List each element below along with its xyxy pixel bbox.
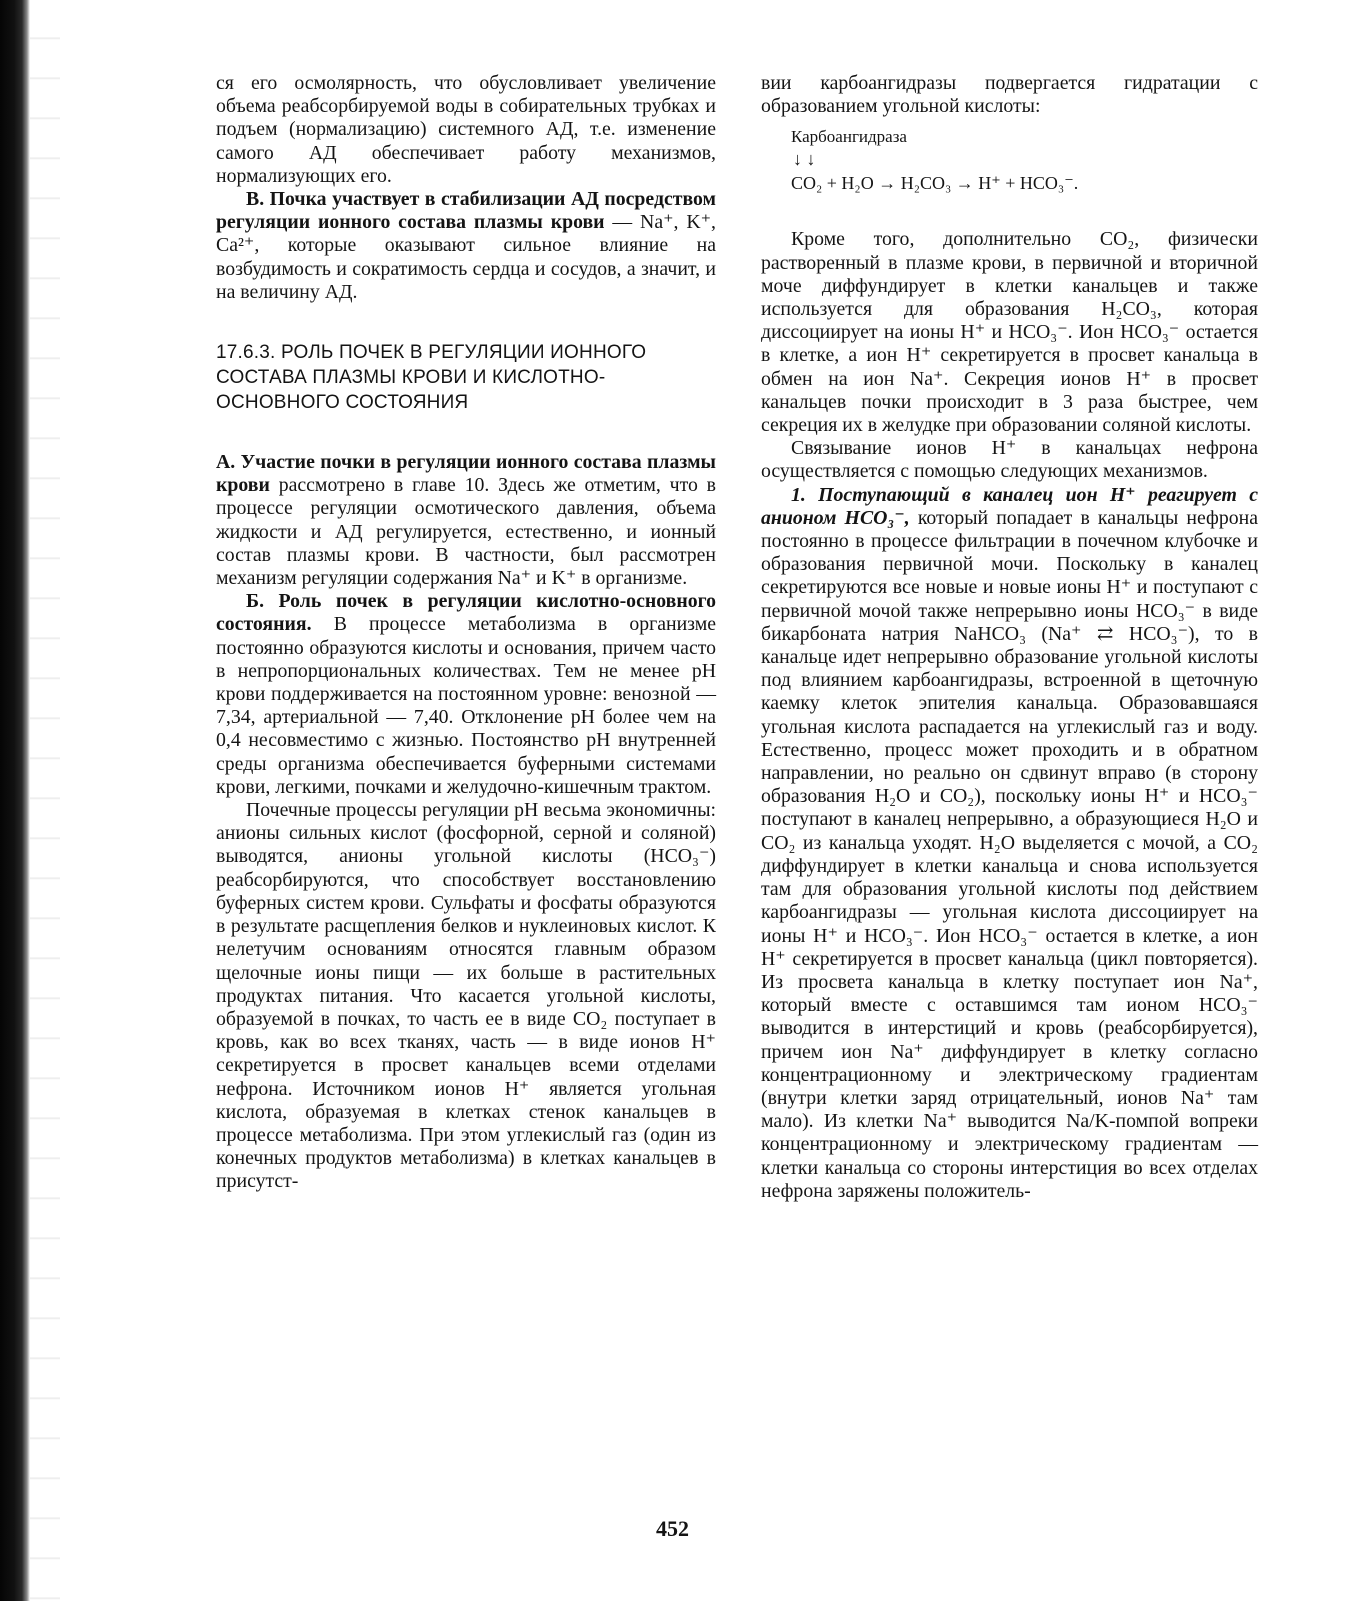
right-paragraph-1: вии карбоангидразы подвергается гидратации с образованием угольной кислоты: [761,72,1258,118]
left-column [216,72,716,1194]
section-b-text: В процессе метаболизма в организме постоянно образуются кислоты и основания, причем часто в непропорциональных количествах. Тем не менее pH крови поддерживается на постоянном уровне: венозной — 7,34, артериальной — 7,40. Отклонение pH более чем на 0,4 несовместимо с жизнью. Постоянство pH внутренней среды организма обеспечивается буферными системами крови, легкими, почками и желудочно-кишечным трактом. [216,613,716,798]
left-paragraph-4 [216,590,716,799]
right-paragraph-2: Кроме того, дополнительно CO₂, физически растворенный в плазме крови, в первичной и вторичной моче диффундирует в клетки канальцев и также используется для образования H₂CO₃, которая диссоциирует на ионы H⁺ и HCO₃⁻. Ион HCO₃⁻ остается в клетке, а ион H⁺ секретируется в просвет канальца в обмен на ион Na⁺. Секреция ионов H⁺ в просвет канальцев почки происходит в 3 раза быстрее, чем секреция их в желудке при образовании соляной кислоты. [761,228,1258,437]
section-v-text: — Na⁺, K⁺, Ca²⁺, которые оказывают сильное влияние на возбудимость и сократимость сердца и сосудов, а значит, и на величину АД. [216,211,716,303]
section-a-title: А. Участие почки в регуляции ионного состава плазмы крови [216,451,716,497]
mechanism-1-title: 1. Поступающий в каналец ион H⁺ реагирует с анионом HCO₃⁻, [761,483,1258,529]
left-paragraph-3 [216,451,716,590]
left-paragraph-2 [216,188,716,304]
right-paragraph-4 [761,484,1258,1203]
formula-equation: CO₂ + H₂O → H₂CO₃ → H⁺ + HCO₃⁻. [791,173,1079,194]
page-number: 452 [656,1516,689,1541]
section-heading: 17.6.3. РОЛЬ ПОЧЕК В РЕГУЛЯЦИИ ИОННОГО СОСТАВА ПЛАЗМЫ КРОВИ И КИСЛОТНО-ОСНОВНОГО СОСТОЯНИЯ [216,342,647,414]
section-b-title: Б. Роль почек в регуляции кислотно-основного состояния. [216,590,716,636]
mechanism-1-text: который попадает в канальцы нефрона постоянно в процессе фильтрации в почечном клубочке и образования первичной мочи. Поскольку в каналец секретируются все новые и новые ионы H⁺ и поступают с первичной мочой также непрерывно ионы HCO₃⁻ в виде бикарбоната натрия NaHCO₃ (Na⁺ ⇄ HCO₃⁻), то в канальце идет непрерывно образование угольной кислоты под влиянием карбоангидразы, встроенной в щеточную каемку клеток эпителия канальца. Образовавшаяся угольная кислота распадается на углекислый газ и воду. Естественно, процесс может проходить и в обратном направлении, но реально он сдвинут вправо (в сторону образования H₂O и CO₂), поскольку ионы H⁺ и HCO₃⁻ поступают в каналец непрерывно, а образующиеся H₂O и CO₂ из канальца уходят. H₂O выделяется с мочой, а CO₂ диффундирует в клетки канальца и снова используется там для образования угольной кислоты под действием карбоангидразы — угольная кислота диссоциирует на ионы H⁺ и HCO₃⁻. Ион HCO₃⁻ остается в клетке, а ион H⁺ секретируется в просвет канальца (цикл повторяется). Из просвета канальца в клетку поступает ион Na⁺, который вместе с оставшимся там ионом HCO₃⁻ выводится в интерстиций и кровь (реабсорбируется), причем ион Na⁺ диффундирует в клетку согласно концентрационному и электрическому градиентам (внутри клетки заряд отрицательный, ионов Na⁺ там мало). Из клетки Na⁺ выводится Na/K-помпой вопреки концентрационному и электрическому градиентам — клетки канальца со стороны интерстиция во всех отделах нефрона заряжены положитель- [761,506,1258,1202]
left-paragraph-5: Почечные процессы регуляции pH весьма экономичны: анионы сильных кислот (фосфорной, серной и соляной) выводятся, анионы угольной кислоты (HCO₃⁻) реабсорбируются, что способствует восстановлению буферных систем крови. Сульфаты и фосфаты образуются в результате расщепления белков и нуклеиновых кислот. К нелетучим основаниям относятся главным образом щелочные ионы пищи — их больше в растительных продуктах питания. Что касается угольной кислоты, образуемой в почках, то часть ее в виде CO₂ поступает в кровь, как во всех тканях, часть — в виде ионов H⁺ секретируется в просвет канальцев всеми отделами нефрона. Источником ионов H⁺ является угольная кислота, образуемая в клетках стенок канальцев в процессе метаболизма. При этом углекислый газ (один из конечных продуктов метаболизма) в клетках канальцев в присутст- [216,799,716,1193]
right-paragraph-3: Связывание ионов H⁺ в канальцах нефрона осуществляется с помощью следующих механизмов. [761,437,1258,483]
book-spine-shadow [0,0,30,1601]
scan-noise [30,0,60,1601]
formula-arrows: ↓ ↓ [793,149,816,170]
formula-label: Карбоангидраза [791,127,907,147]
section-v-title: В. Почка участвует в стабилизации АД посредством регуляции ионного состава плазмы крови [216,188,716,234]
left-paragraph-1: ся его осмолярность, что обусловливает увеличение объема реабсорбируемой воды в собирательных трубках и подъем (нормализацию) системного АД, т.е. изменение самого АД обеспечивает работу механизмов, нормализующих его. [216,72,716,187]
right-column [761,72,1258,1203]
chemical-formula [791,126,1258,194]
section-a-text: рассмотрено в главе 10. Здесь же отметим, что в процессе регуляции осмотического давления, объема жидкости и АД регулируется, естественно, и ионный состав плазмы крови. В частности, был рассмотрен механизм регуляции содержания Na⁺ и K⁺ в организме. [216,474,716,590]
